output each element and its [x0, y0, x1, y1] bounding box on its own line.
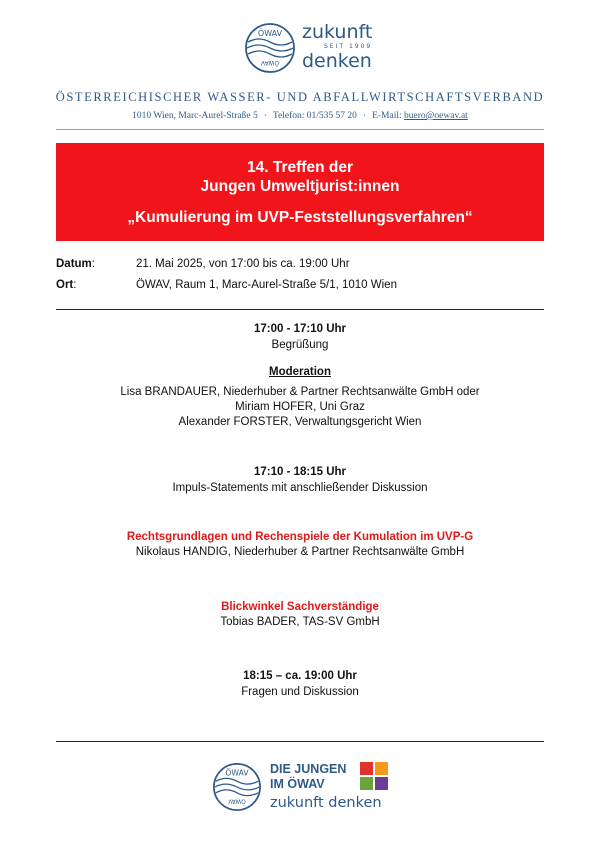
footer-logo-line-1: DIE JUNGEN — [270, 762, 347, 776]
organization-name: ÖSTERREICHISCHER WASSER- UND ABFALLWIRTSCHAFTSVERBAND — [55, 90, 545, 104]
talk2-speaker: Tobias BADER, TAS-SV GmbH — [220, 616, 380, 628]
banner-line-2: Jungen Umweltjurist:innen — [200, 178, 400, 195]
slot3-title: Fragen und Diskussion — [241, 686, 359, 698]
color-squares-icon — [360, 762, 388, 790]
date-label: Datum: — [56, 258, 95, 270]
email-link[interactable]: buero@oewav.at — [404, 111, 468, 121]
phone: Telefon: 01/535 57 20 — [272, 111, 357, 121]
oewav-logo — [244, 20, 373, 80]
oewav-emblem-icon — [244, 22, 296, 74]
separator: · — [362, 111, 367, 121]
square-orange — [375, 762, 388, 775]
logo-wordmark — [302, 22, 372, 71]
banner-event-title: „Kumulierung im UVP-Feststellungsverfahren“ — [127, 209, 473, 226]
email-label: E-Mail: — [372, 111, 402, 121]
svg-text:ÖWAV: ÖWAV — [225, 768, 249, 778]
jungen-oewav-logo — [212, 758, 402, 818]
slot3-time: 18:15 – ca. 19:00 Uhr — [243, 670, 357, 682]
place-label: Ort: — [56, 279, 77, 291]
talk1-speaker: Nikolaus HANDIG, Niederhuber & Partner Rechtsanwälte GmbH — [135, 546, 465, 558]
slot1-title: Begrüßung — [271, 339, 329, 351]
place-value: ÖWAV, Raum 1, Marc-Aurel-Straße 5/1, 1010 Wien — [136, 279, 397, 291]
moderation-heading: Moderation — [269, 366, 331, 378]
section-divider-bottom — [56, 741, 544, 742]
moderator-1: Lisa BRANDAUER, Niederhuber & Partner Rechtsanwälte GmbH oder — [120, 386, 480, 398]
date-value: 21. Mai 2025, von 17:00 bis ca. 19:00 Uhr — [136, 258, 350, 270]
footer-logo-line-2: IM ÖWAV — [270, 777, 325, 791]
square-green — [360, 777, 373, 790]
footer-logo-slogan: zukunft denken — [270, 795, 382, 811]
separator: · — [263, 111, 267, 121]
svg-text:ÖWAV: ÖWAV — [260, 59, 280, 66]
organization-contact — [0, 111, 600, 121]
svg-text:ÖWAV: ÖWAV — [257, 29, 283, 38]
address: 1010 Wien, Marc-Aurel-Straße 5 — [132, 111, 258, 121]
talk2-title: Blickwinkel Sachverständige — [221, 601, 379, 613]
event-banner — [56, 143, 544, 241]
header-divider — [56, 129, 544, 130]
logo-word-zukunft: zukunft — [302, 21, 373, 43]
square-red — [360, 762, 373, 775]
logo-word-denken: denken — [302, 50, 372, 72]
moderator-3: Alexander FORSTER, Verwaltungsgericht Wien — [178, 416, 422, 428]
square-purple — [375, 777, 388, 790]
moderator-2: Miriam HOFER, Uni Graz — [235, 401, 365, 413]
talk1-title: Rechtsgrundlagen und Rechenspiele der Kumulation im UVP-G — [126, 531, 474, 543]
section-divider-top — [56, 309, 544, 310]
slot2-title: Impuls-Statements mit anschließender Diskussion — [172, 482, 428, 494]
slot1-time: 17:00 - 17:10 Uhr — [253, 323, 347, 335]
banner-line-1: 14. Treffen der — [247, 159, 353, 176]
logo-since: SEIT 1909 — [324, 43, 373, 50]
oewav-emblem-icon — [212, 762, 262, 812]
svg-text:ÖWAV: ÖWAV — [228, 797, 246, 804]
slot2-time: 17:10 - 18:15 Uhr — [253, 466, 347, 478]
